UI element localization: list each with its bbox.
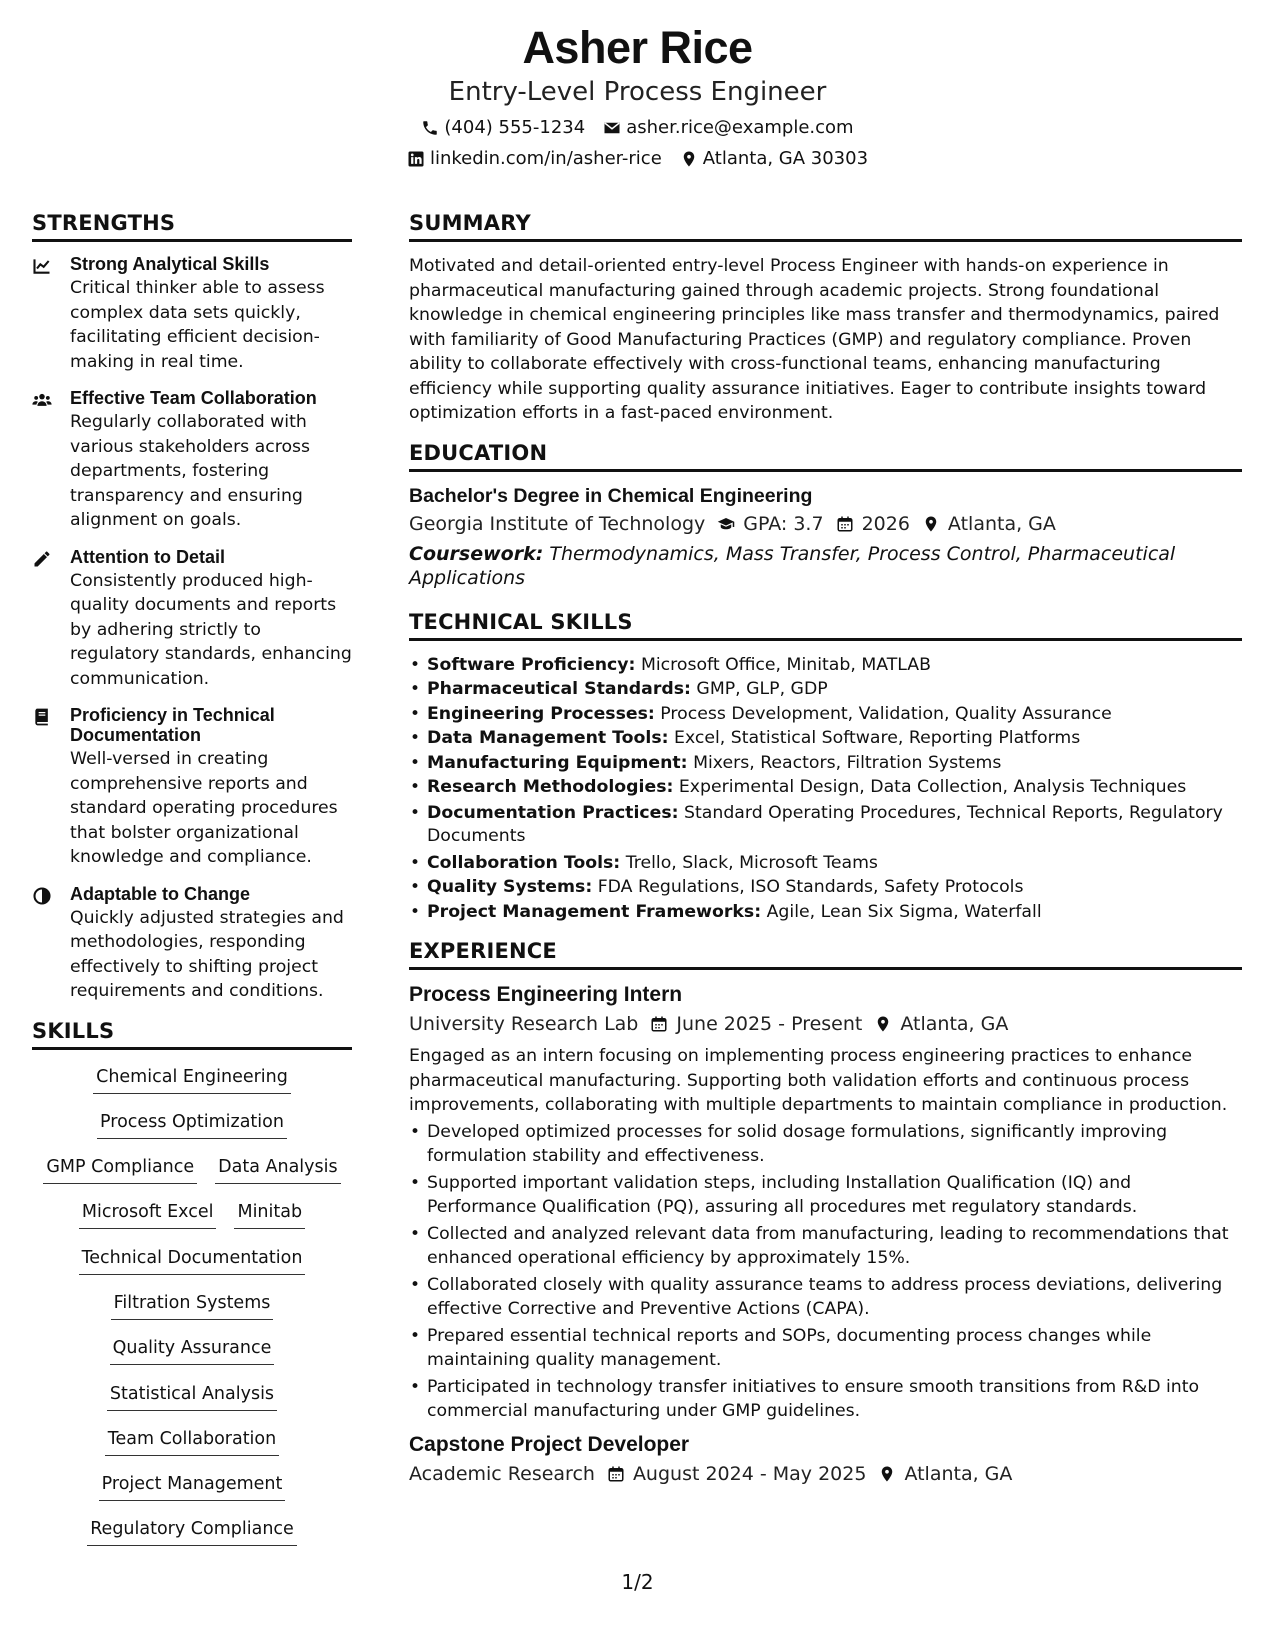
summary-text: Motivated and detail-oriented entry-level Process Engineer with hands-on experience in pharmaceutical manufacturing gained through academic projects. Strong foundational knowledge in chemical engineering principles like mass transfer and thermodynamics, paired with familiarity of Good Manufacturing Practices (GMP) and regulatory compliance. Proven ability to collaborate effectively with cross-functional teams, enhancing manufacturing efficiency while supporting quality assurance initiatives. Eager to contribute insights toward optimization efforts in a fast-paced environment.	[409, 256, 1220, 423]
skill-value: Excel, Statistical Software, Reporting Platforms	[674, 728, 1081, 748]
job-dates: August 2024 - May 2025	[632, 1462, 867, 1485]
skill-label: Project Management Frameworks:	[427, 901, 762, 922]
skill-value: Microsoft Office, Minitab, MATLAB	[640, 654, 931, 675]
map-marker-icon	[680, 150, 698, 168]
strength-title: Effective Team Collaboration	[70, 388, 317, 408]
linkedin-contact[interactable]	[407, 148, 662, 170]
job-meta	[409, 1460, 1242, 1488]
skill-tag: Technical Documentation	[79, 1247, 306, 1275]
skill-tag: Chemical Engineering	[93, 1066, 291, 1094]
graduation-year: 2026	[861, 512, 910, 535]
skill-value: FDA Regulations, ISO Standards, Safety Protocols	[597, 877, 1024, 897]
skill-tag: Filtration Systems	[111, 1292, 274, 1320]
list-item: • Collected and analyzed relevant data from manufacturing, leading to recommendations that enhanced operational efficiency by approximately 15%.	[409, 1222, 1242, 1271]
skill-value: Trello, Slack, Microsoft Teams	[625, 852, 878, 873]
skill-label: Software Proficiency:	[427, 654, 636, 675]
job-location: Atlanta, GA	[900, 1013, 1009, 1035]
phone-icon	[421, 119, 439, 137]
calendar-icon	[836, 515, 854, 533]
education-heading: EDUCATION	[409, 440, 1242, 472]
strength-desc: Critical thinker able to assess complex data sets quickly, facilitating efficient decision-making in real time.	[70, 278, 325, 372]
list-item: • Developed optimized processes for solid dosage formulations, significantly improving formulation stability and effectiveness.	[409, 1120, 1242, 1169]
list-item	[409, 653, 1242, 678]
skill-tag: Quality Assurance	[110, 1337, 275, 1365]
users-icon	[32, 390, 52, 410]
skill-tag: Statistical Analysis	[107, 1383, 277, 1411]
strength-title: Strong Analytical Skills	[70, 254, 270, 274]
school-name: Georgia Institute of Technology	[409, 512, 706, 535]
skill-label: Data Management Tools:	[427, 728, 669, 748]
list-item: • Collaborated closely with quality assurance teams to address process deviations, delivering effective Corrective and Preventive Actions (CAPA).	[409, 1273, 1242, 1322]
map-marker-icon	[874, 1015, 892, 1033]
list-item	[409, 900, 1242, 925]
experience-heading: EXPERIENCE	[409, 938, 1242, 970]
map-marker-icon	[922, 515, 940, 533]
degree-title: Bachelor's Degree in Chemical Engineering	[409, 484, 813, 507]
contact-row-2	[0, 148, 1275, 170]
skill-label: Engineering Processes:	[427, 703, 655, 724]
candidate-role: Entry-Level Process Engineer	[448, 77, 827, 107]
list-item	[409, 802, 1242, 849]
calendar-icon	[607, 1465, 625, 1483]
calendar-icon	[650, 1015, 668, 1033]
job-bullets	[409, 1120, 1242, 1424]
job-entry	[409, 1432, 1242, 1488]
education-location: Atlanta, GA	[947, 512, 1056, 535]
skill-value: Experimental Design, Data Collection, Analysis Techniques	[678, 777, 1187, 797]
list-item	[409, 775, 1242, 800]
skill-label: Pharmaceutical Standards:	[427, 679, 691, 699]
map-marker-icon	[878, 1465, 896, 1483]
education-meta	[409, 510, 1242, 538]
strengths-heading: STRENGTHS	[32, 210, 352, 242]
skill-label: Quality Systems:	[427, 877, 593, 897]
skills-list	[32, 1066, 352, 1564]
skill-value: Standard Operating Procedures, Technical Reports, Regulatory Documents	[427, 802, 1223, 846]
email-contact[interactable]	[603, 117, 853, 139]
skill-label: Collaboration Tools:	[427, 852, 621, 873]
list-item	[409, 726, 1242, 751]
gpa-value: GPA: 3.7	[743, 512, 824, 535]
skill-tag: GMP Compliance	[43, 1156, 197, 1184]
job-title: Capstone Project Developer	[409, 1432, 690, 1456]
skill-label: Documentation Practices:	[427, 802, 679, 823]
strength-title: Attention to Detail	[70, 546, 225, 567]
skill-tag: Microsoft Excel	[79, 1201, 217, 1229]
strength-item	[32, 388, 352, 533]
linkedin-icon	[407, 150, 425, 168]
job-dates: June 2025 - Present	[676, 1013, 863, 1035]
linkedin-url[interactable]: linkedin.com/in/asher-rice	[429, 148, 662, 169]
envelope-icon	[603, 119, 621, 137]
skill-value: GMP, GLP, GDP	[696, 679, 828, 699]
job-meta	[409, 1010, 1242, 1038]
phone-contact	[421, 117, 585, 139]
chart-line-icon	[32, 256, 52, 276]
job-entry	[409, 982, 1242, 1424]
coursework	[409, 542, 1242, 591]
pencil-icon	[32, 549, 52, 569]
skill-value: Agile, Lean Six Sigma, Waterfall	[766, 901, 1042, 922]
left-column	[32, 210, 352, 1564]
skill-tag: Minitab	[234, 1201, 305, 1229]
strength-desc: Quickly adjusted strategies and methodologies, responding effectively to shifting project requirements and conditions.	[70, 907, 344, 1001]
job-location: Atlanta, GA	[904, 1462, 1013, 1485]
skill-tag: Regulatory Compliance	[87, 1518, 297, 1546]
skill-tag: Process Optimization	[97, 1111, 287, 1139]
strength-desc: Well-versed in creating comprehensive reports and standard operating procedures that bolster organizational knowledge and compliance.	[70, 749, 338, 867]
job-org: Academic Research	[409, 1462, 595, 1485]
job-description: Engaged as an intern focusing on implementing process engineering practices to enhance pharmaceutical manufacturing. Supporting both validation efforts and continuous process improvements, collaborating with multiple departments to maintain compliance in production.	[409, 1046, 1228, 1115]
strength-title: Proficiency in Technical Documentation	[70, 705, 275, 745]
skill-label: Research Methodologies:	[427, 777, 674, 797]
coursework-label: Coursework:	[409, 542, 544, 565]
resume-header	[0, 22, 1275, 170]
location-text: Atlanta, GA 30303	[702, 148, 869, 169]
job-org: University Research Lab	[409, 1013, 639, 1035]
skill-label: Manufacturing Equipment:	[427, 752, 688, 773]
strength-title: Adaptable to Change	[70, 883, 251, 904]
skill-value: Process Development, Validation, Quality Assurance	[660, 703, 1112, 724]
skill-tag: Team Collaboration	[105, 1428, 279, 1456]
location-contact	[680, 148, 868, 170]
strength-item	[32, 547, 352, 692]
list-item	[409, 702, 1242, 727]
skill-tag: Project Management	[99, 1473, 286, 1501]
book-icon	[32, 707, 52, 727]
list-item	[409, 751, 1242, 776]
adjust-icon	[32, 886, 52, 906]
list-item	[409, 875, 1242, 900]
contact-row-1	[0, 117, 1275, 139]
email-address[interactable]: asher.rice@example.com	[626, 117, 854, 138]
candidate-name: Asher Rice	[522, 22, 753, 73]
technical-skills-list	[409, 653, 1242, 925]
strength-desc: Regularly collaborated with various stakeholders across departments, fostering transparency and ensuring alignment on goals.	[70, 412, 311, 530]
page-number: 1/2	[621, 1570, 654, 1594]
list-item: • Supported important validation steps, including Installation Qualification (IQ) and Performance Qualification (PQ), assuring all procedures met regulatory standards.	[409, 1171, 1242, 1220]
phone-number: (404) 555-1234	[444, 117, 586, 138]
strength-desc: Consistently produced high-quality documents and reports by adhering strictly to regulatory standards, enhancing communication.	[70, 570, 352, 689]
list-item	[409, 677, 1242, 702]
job-title: Process Engineering Intern	[409, 983, 683, 1006]
strength-item	[32, 254, 352, 374]
strength-item	[32, 884, 352, 1004]
right-column	[409, 210, 1242, 1488]
graduation-cap-icon	[717, 515, 735, 533]
technical-skills-heading: TECHNICAL SKILLS	[409, 609, 1242, 641]
coursework-list: Thermodynamics, Mass Transfer, Process Control, Pharmaceutical Applications	[409, 542, 1176, 589]
skill-value: Mixers, Reactors, Filtration Systems	[693, 752, 1002, 773]
skills-heading: SKILLS	[32, 1018, 352, 1050]
skill-tag: Data Analysis	[215, 1156, 340, 1184]
list-item	[409, 851, 1242, 876]
summary-heading: SUMMARY	[409, 210, 1242, 242]
strength-item	[32, 705, 352, 870]
list-item: • Participated in technology transfer initiatives to ensure smooth transitions from R&D into commercial manufacturing under GMP guidelines.	[409, 1375, 1242, 1424]
list-item: • Prepared essential technical reports and SOPs, documenting process changes while maintaining quality management.	[409, 1324, 1242, 1373]
